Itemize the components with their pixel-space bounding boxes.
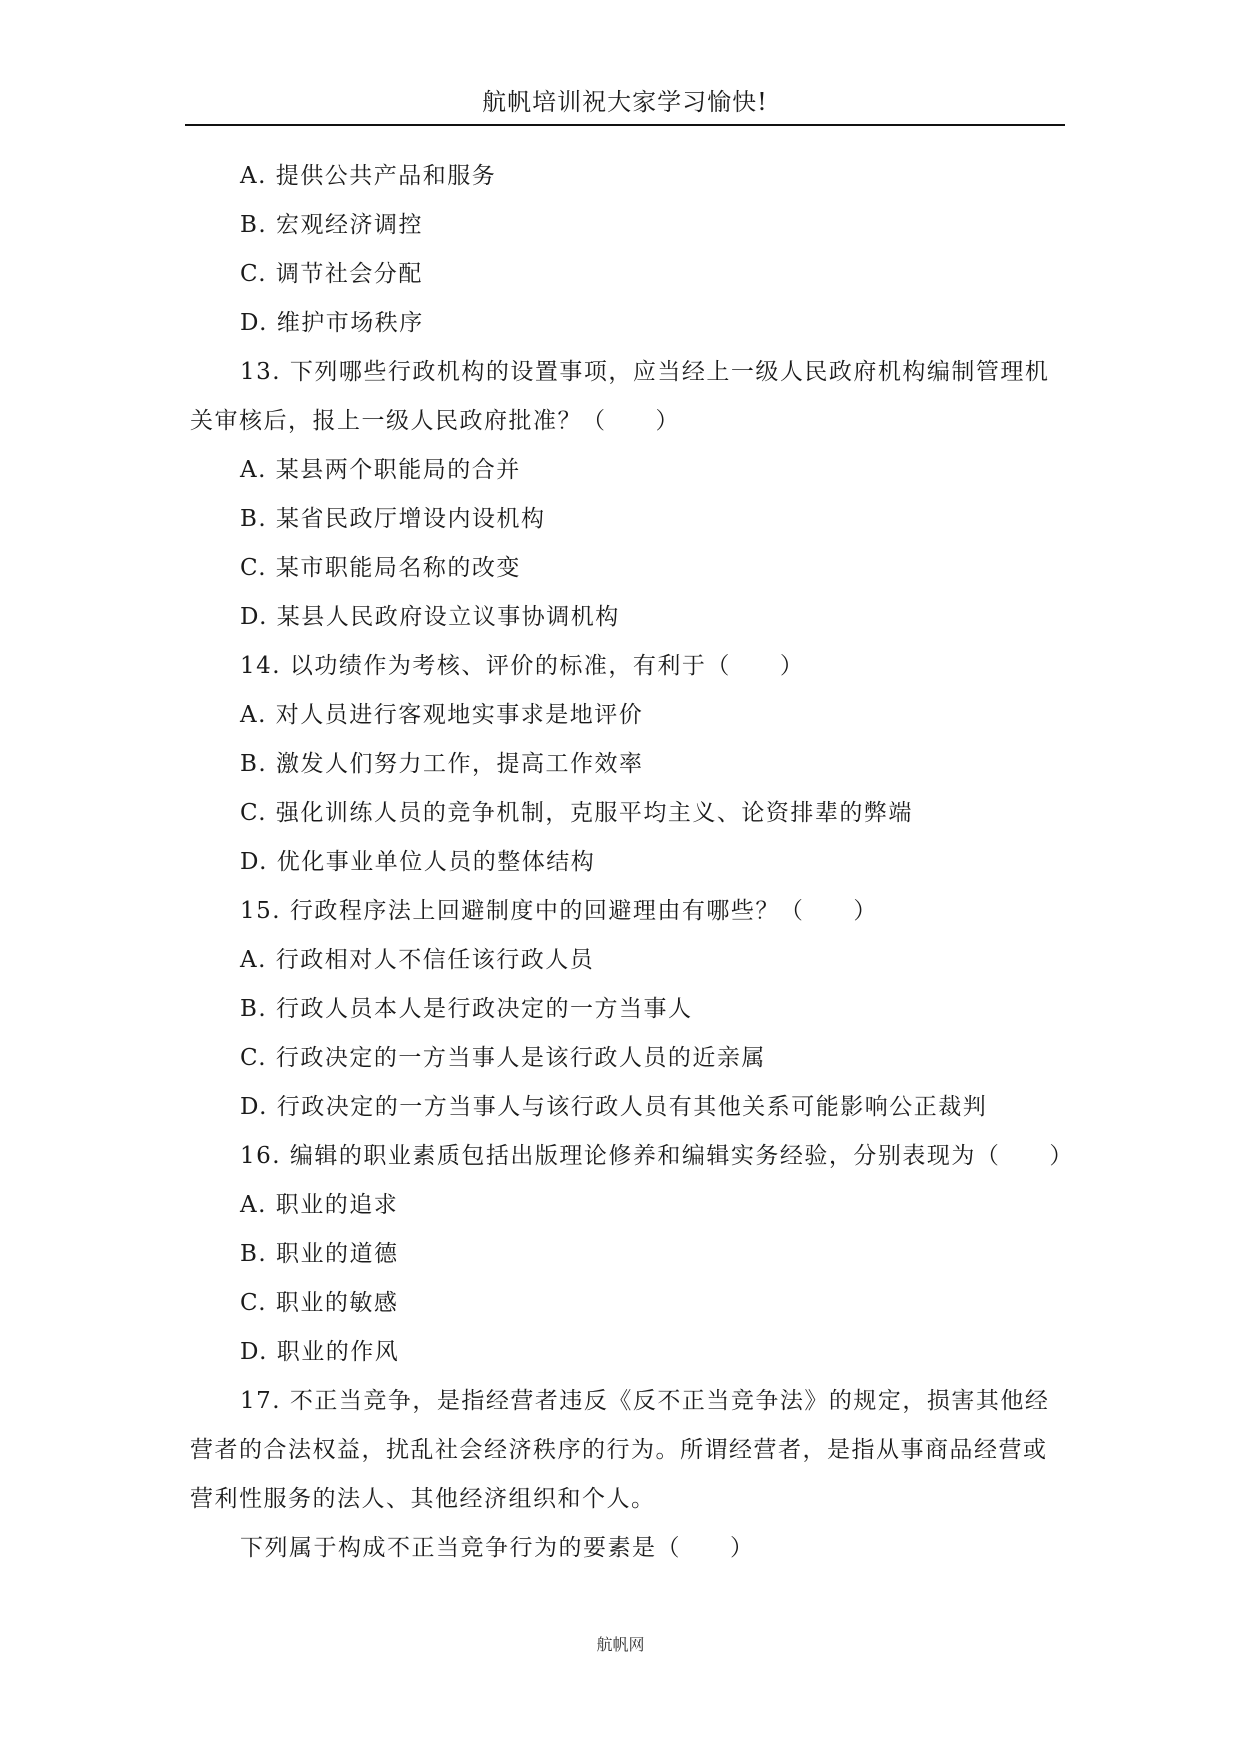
text-line: D. 某县人民政府设立议事协调机构 [240,604,620,630]
text-line: B. 激发人们努力工作，提高工作效率 [240,751,644,777]
text-line: A. 行政相对人不信任该行政人员 [240,947,595,973]
text-line: B. 职业的道德 [240,1241,399,1267]
page-footer [0,1632,1241,1655]
text-line: 营利性服务的法人、其他经济组织和个人。 [190,1486,656,1512]
text-line: C. 强化训练人员的竞争机制，克服平均主义、论资排辈的弊端 [240,800,913,826]
text-line: C. 职业的敏感 [240,1290,399,1316]
text-line: A. 某县两个职能局的合并 [240,457,521,483]
text-line: D. 行政决定的一方当事人与该行政人员有其他关系可能影响公正裁判 [240,1094,988,1120]
text-line: D. 优化事业单位人员的整体结构 [240,849,596,875]
document-body [190,152,1074,1573]
text-line: 14. 以功绩作为考核、评价的标准，有利于（ ） [240,653,805,679]
text-line: 营者的合法权益，扰乱社会经济秩序的行为。所谓经营者，是指从事商品经营或 [190,1437,1048,1463]
text-line: 13. 下列哪些行政机构的设置事项，应当经上一级人民政府机构编制管理机 [240,359,1050,385]
text-line: D. 职业的作风 [240,1339,400,1365]
text-line: C. 调节社会分配 [240,261,423,287]
text-line: 17. 不正当竞争，是指经营者违反《反不正当竞争法》的规定，损害其他经 [240,1388,1050,1414]
text-line: B. 行政人员本人是行政决定的一方当事人 [240,996,693,1022]
text-line: 16. 编辑的职业素质包括出版理论修养和编辑实务经验，分别表现为（ ） [240,1143,1074,1169]
text-line: 下列属于构成不正当竞争行为的要素是（ ） [240,1535,755,1561]
header-title: 航帆培训祝大家学习愉快! [482,88,768,116]
text-line: C. 行政决定的一方当事人是该行政人员的近亲属 [240,1045,766,1071]
text-line: A. 职业的追求 [240,1192,399,1218]
text-line: C. 某市职能局名称的改变 [240,555,521,581]
text-line: A. 对人员进行客观地实事求是地评价 [240,702,644,728]
text-line: B. 某省民政厅增设内设机构 [240,506,546,532]
text-line: 关审核后，报上一级人民政府批准？（ ） [190,408,680,434]
text-line: B. 宏观经济调控 [240,212,424,238]
footer-text: 航帆网 [596,1635,645,1654]
text-line: 15. 行政程序法上回避制度中的回避理由有哪些？（ ） [240,898,878,924]
page-header [185,80,1065,126]
text-line: A. 提供公共产品和服务 [240,163,497,189]
text-line: D. 维护市场秩序 [240,310,424,336]
